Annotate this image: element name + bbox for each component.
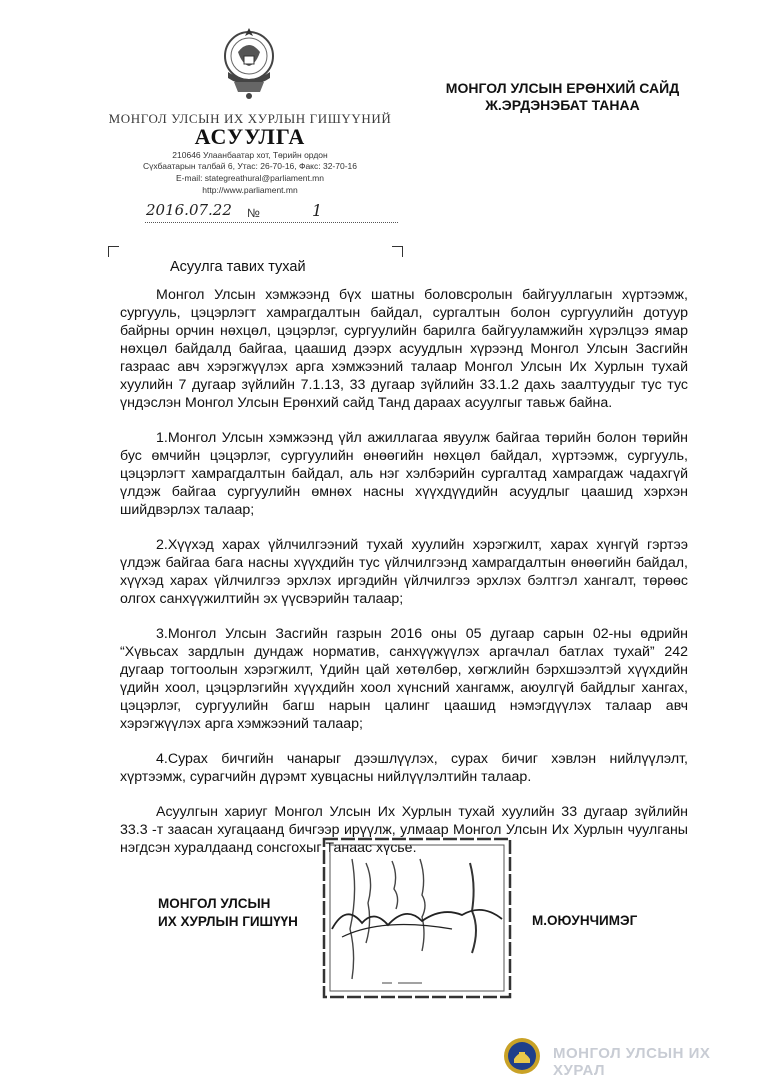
document-type: АСУУЛГА — [194, 124, 306, 149]
addressee-title: МОНГОЛ УЛСЫН ЕРӨНХИЙ САЙД — [445, 80, 680, 96]
corner-mark-right — [392, 246, 403, 257]
addressee-name: Ж.ЭРДЭНЭБАТ ТАНАА — [485, 97, 640, 113]
signatory-title-line-2: ИХ ХУРЛЫН ГИШҮҮН — [158, 914, 298, 929]
body-paragraph-3: 3.Монгол Улсын Засгийн газрын 2016 оны 05 дугаар сарын 02-ны өдрийн “Хүвьсах зардлын дундаж норматив, санхүүжүүлэх аргачлал батлах тухай” 242 дугаар тогтоолын хэрэгжилт, Үдийн цай хөтөлбөр, хөгжлийн бэрхшээлтэй хүүхдийн үдийн хоол, цэцэрлэгийн хүүхдийн хоол хүнсний хангамж, аюулгүй байдлыг хангах, цэцэрлэг, сургуулийн багш нарын цалинг цаашид нэмэгдүүлэх талаар авч хэрэгжүүлэх арга хэмжээний талаар; — [120, 626, 688, 732]
footer-watermark: МОНГОЛ УЛСЫН ИХ ХУРАЛ — [553, 1045, 711, 1079]
email-line: E-mail: stategreathural@parliament.mn — [176, 173, 324, 183]
address-line-1: 210646 Улаанбаатар хот, Төрийн ордон — [172, 150, 328, 160]
date-number-rule — [145, 222, 398, 223]
body-paragraph-1: 1.Монгол Улсын хэмжээнд үйл ажиллагаа явуулж байгаа төрийн болон төрийн бус өмчийн цэцэрлэг, сургуулийн өнөөгийн нөхцөл байдал, хүртээмж, сургууль, цэцэрлэгт хамрагдалтын байдал, аль нэг хэлбэрийн сургалтад хамрагдаж чадахгүй үлдэж байгаа сургуулийн өмнөх насны хүүхдүүдийн асуудлыг цаашид хэрхэн шийдвэрлэх талаар; — [120, 430, 688, 518]
signatory-title-line-1: МОНГОЛ УЛСЫН — [158, 896, 271, 911]
parliament-logo-icon — [503, 1037, 541, 1075]
corner-mark-left — [108, 246, 119, 257]
signatory-name: М.ОЮУНЧИМЭГ — [532, 913, 638, 928]
handwritten-date: 2016.07.22 — [146, 201, 232, 219]
number-symbol: № — [247, 206, 260, 220]
org-name: МОНГОЛ УЛСЫН ИХ ХУРЛЫН ГИШҮҮНИЙ — [108, 111, 392, 126]
subject-line: Асуулга тавих тухай — [170, 259, 306, 275]
letter-body — [120, 286, 688, 874]
signatory-title — [158, 895, 298, 931]
body-paragraph-4: 4.Сурах бичгийн чанарыг дээшлүүлэх, сурах бичиг хэвлэн нийлүүлэлт, хүртээмж, сурагчийн дүрэмт хувцасны нийлүүлэлтийн талаар. — [120, 751, 688, 785]
address-line-2: Сүхбаатарын талбай 6, Утас: 26-70-16, Факс: 32-70-16 — [143, 161, 357, 171]
body-paragraph-2: 2.Хүүхэд харах үйлчилгээний тухай хуулийн хэрэгжилт, харах хүнгүй гэртээ үлдэж байгаа бага насны хүүхдийн тус үйлчилгээнд хамрагдалтын өнөөгийн байдал, хүүхэд харах үйлчилгээ эрхлэх иргэдийн үйлчилгээ эрхлэх бэлтгэл хангалт, төрөөс олгох санхүүжилтийн эх үүсвэрийн талаар; — [120, 537, 688, 607]
body-paragraph-closing: Асуулгын хариуг Монгол Улсын Их Хурлын тухай хуулийн 33 дугаар зүйлийн 33.3 -т заасан хугацаанд бичгээр ирүүлж, улмаар Монгол Улсын Их Хурлын чуулганы нэгдсэн хуралдаанд сонсгохыг Танаас хүсье. — [120, 804, 688, 856]
handwritten-number: 1 — [312, 201, 323, 220]
web-line: http://www.parliament.mn — [202, 185, 298, 195]
signature-stamp — [322, 833, 514, 1001]
body-paragraph-intro: Монгол Улсын хэмжээнд бүх шатны боловсролын байгууллагын хүртээмж, сургууль, цэцэрлэгт хамрагдалтын байдал, сургалтын болон сургуулийн дотуур байрны орчин нөхцөл, цэцэрлэг, сургуулийн барилга байгууламжийн хүрэлцээ ямар нөхцөл байдалд байгаа, цаашид дээрх асуудлын хүрээнд Монгол Улсын Засгийн газраас авч хэрэгжүүлэх арга хэмжээний талаар Монгол Улсын Их Хурлын тухай хуулийн 7 дугаар зүйлийн 7.1.13, 33 дугаар зүйлийн 33.1.2 дахь заалтуудыг тус тус үндэслэн Монгол Улсын Ерөнхий сайд Танд дараах асуулгыг тавьж байна. — [120, 287, 688, 411]
state-emblem-icon — [218, 22, 280, 102]
